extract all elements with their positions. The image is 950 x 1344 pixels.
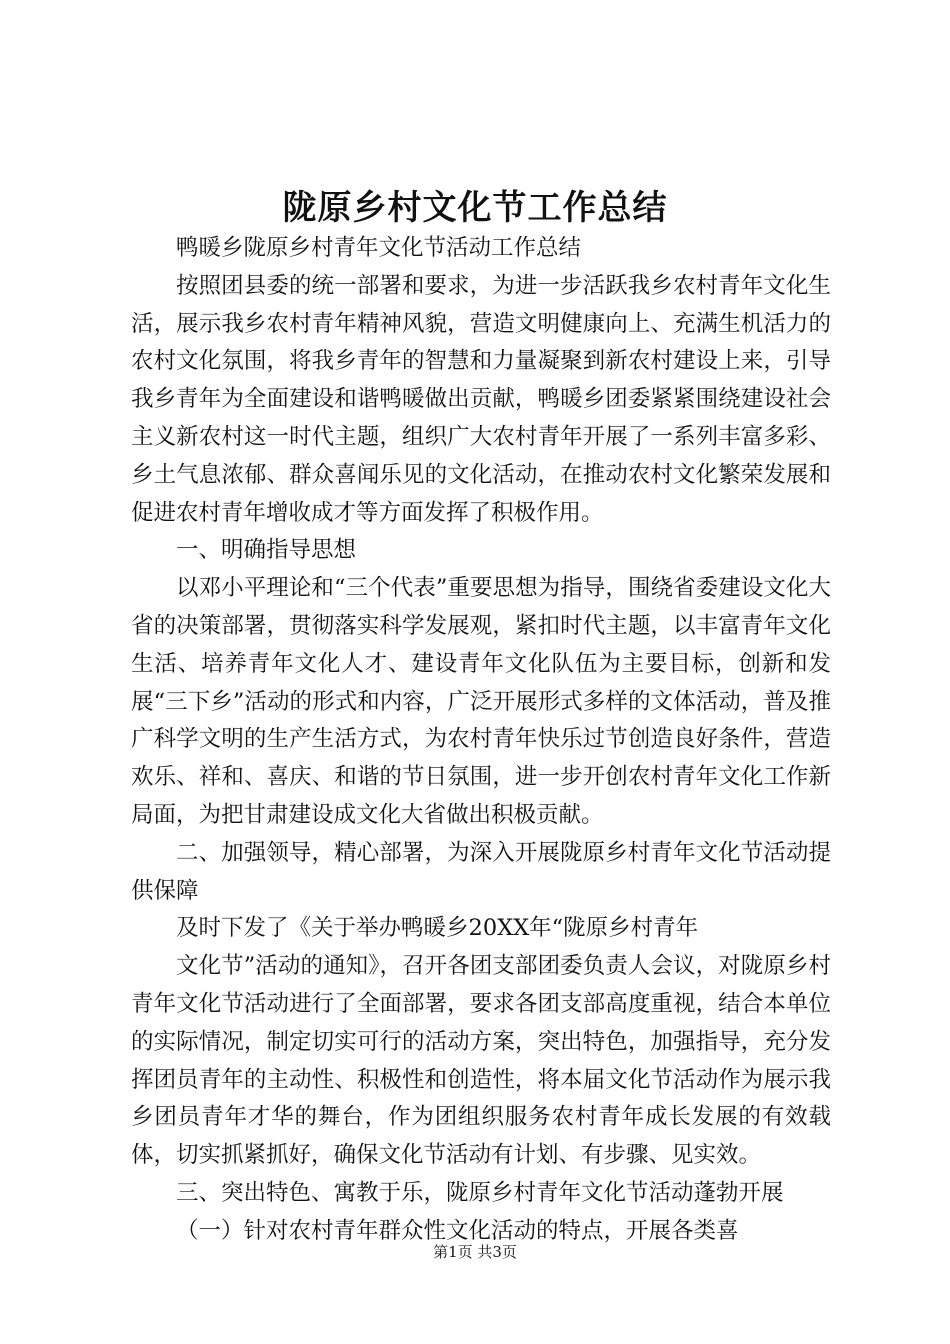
section-2-paragraph: 文化节”活动的通知》，召开各团支部团委负责人会议，对陇原乡村青年文化节活动进行了全面部署，要求各团支部高度重视，结合本单位的实际情况，制定切实可行的活动方案，突出特色，加强指导，充分发挥团员青年的主动性、积极性和创造性，将本届文化节活动作为展示我乡团员青年才华的舞台，作为团组织服务农村青年成长发展的有效载体，切实抓紧抓好，确保文化节活动有计划、有步骤、见实效。 [131, 953, 831, 1169]
section-3-subitem: （一）针对农村青年群众性文化活动的特点，开展各类喜 [176, 1217, 739, 1244]
document-title: 陇原乡村文化节工作总结 [282, 188, 668, 228]
section-2-paragraph-start: 及时下发了《关于举办鸭暖乡20XX年“陇原乡村青年 [176, 915, 699, 942]
section-heading-2: 二、加强领导，精心部署，为深入开展陇原乡村青年文化节活动提供保障 [131, 839, 831, 904]
section-heading-3: 三、突出特色、寓教于乐，陇原乡村青年文化节活动蓬勃开展 [176, 1179, 784, 1206]
section-heading-1: 一、明确指导思想 [176, 537, 357, 564]
intro-paragraph: 按照团县委的统一部署和要求，为进一步活跃我乡农村青年文化生活，展示我乡农村青年精神风貌，营造文明健康向上、充满生机活力的农村文化氛围，将我乡青年的智慧和力量凝聚到新农村建设上来，引导我乡青年为全面建设和谐鸭暖做出贡献，鸭暖乡团委紧紧围绕建设社会主义新农村这一时代主题，组织广大农村青年开展了一系列丰富多彩、乡土气息浓郁、群众喜闻乐见的文化活动，在推动农村文化繁荣发展和促进农村青年增收成才等方面发挥了积极作用。 [131, 272, 831, 526]
document-body [131, 230, 831, 1251]
section-1-paragraph: 以邓小平理论和“三个代表”重要思想为指导，围绕省委建设文化大省的决策部署，贯彻落实科学发展观，紧扣时代主题，以丰富青年文化生活、培养青年文化人才、建设青年文化队伍为主要目标，创新和发展“三下乡”活动的形式和内容，广泛开展形式多样的文体活动，普及推广科学文明的生产生活方式，为农村青年快乐过节创造良好条件，营造欢乐、祥和、喜庆、和谐的节日氛围，进一步开创农村青年文化工作新局面，为把甘肃建设成文化大省做出积极贡献。 [131, 575, 831, 828]
page-footer: 第1页 共3页 [433, 1243, 517, 1261]
subtitle-paragraph: 鸭暖乡陇原乡村青年文化节活动工作总结 [176, 235, 582, 261]
